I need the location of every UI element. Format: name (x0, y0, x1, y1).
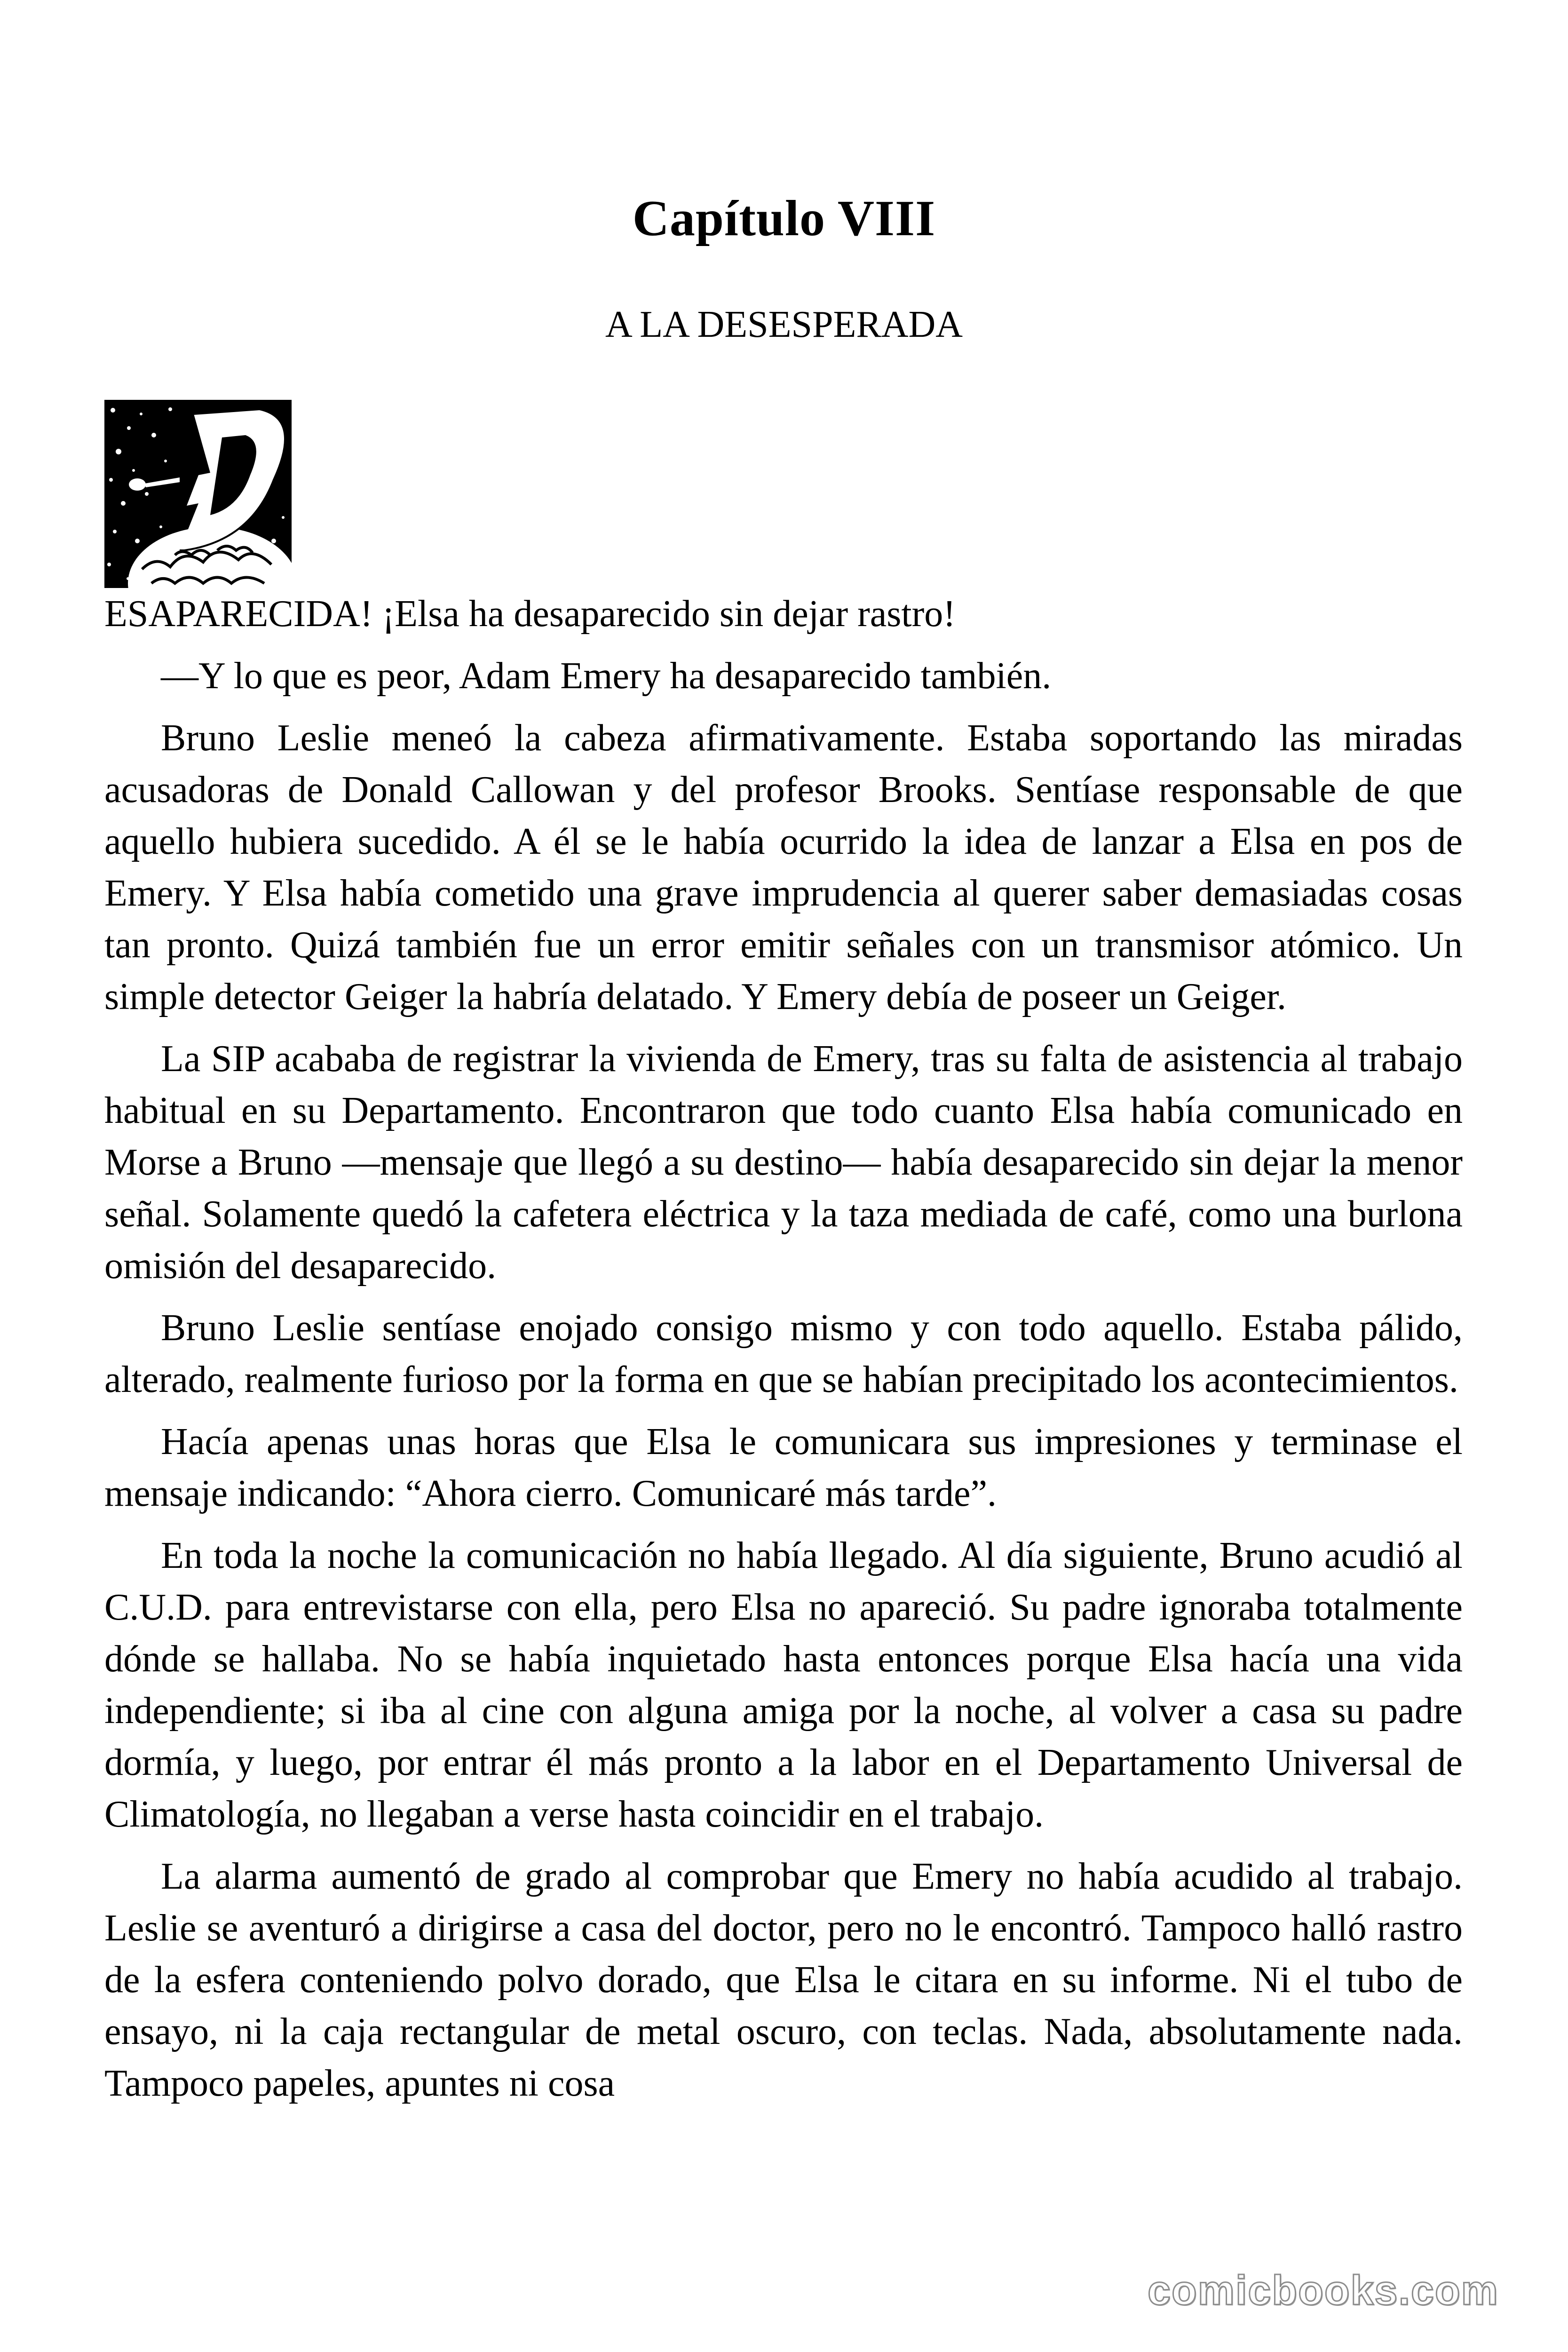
paragraph: Bruno Leslie meneó la cabeza afirmativamente. Estaba soportando las miradas acusadoras de Donald Callowan y del profesor Brooks. Sentíase responsable de que aquello hubiera sucedido. A él se le había ocurrido la idea de lanzar a Elsa en pos de Emery. Y Elsa había cometido una grave imprudencia al querer saber demasiadas cosas tan pronto. Quizá también fue un error emitir señales con un transmisor atómico. Un simple detector Geiger la habría delatado. Y Emery debía de poseer un Geiger. (104, 717, 1463, 1017)
paragraph: Hacía apenas unas horas que Elsa le comunicara sus impresiones y terminase el mensaje indicando: “Ahora cierro. Comunicaré más tarde”. (104, 1421, 1463, 1514)
paragraph: Bruno Leslie sentíase enojado consigo mismo y con todo aquello. Estaba pálido, alterado, realmente furioso por la forma en que se habían precipitado los acontecimientos. (104, 1307, 1463, 1400)
watermark-text: comicbooks.com (1148, 2267, 1499, 2313)
chapter-subtitle-text: A LA DESESPERADA (605, 304, 963, 345)
body-text (104, 588, 1463, 2120)
chapter-subtitle (0, 302, 1568, 347)
dropcap-illustration (104, 400, 292, 588)
paragraph: —Y lo que es peor, Adam Emery ha desaparecido también. (161, 655, 1052, 697)
paragraph: La alarma aumentó de grado al comprobar que Emery no había acudido al trabajo. Leslie se aventuró a dirigirse a casa del doctor, pero no le encontró. Tampoco halló rastro de la esfera conteniendo polvo dorado, que Elsa le citara en su informe. Ni el tubo de ensayo, ni la caja rectangular de metal oscuro, con teclas. Nada, absolutamente nada. Tampoco papeles, apuntes ni cosa (104, 1856, 1463, 2104)
paragraph: En toda la noche la comunicación no había llegado. Al día siguiente, Bruno acudió al C.U.D. para entrevistarse con ella, pero Elsa no apareció. Su padre ignoraba totalmente dónde se hallaba. No se había inquietado hasta entonces porque Elsa hacía una vida independiente; si iba al cine con alguna amiga por la noche, al volver a casa su padre dormía, y luego, por entrar él más pronto a la labor en el Departamento Universal de Climatología, no llegaban a verse hasta coincidir en el trabajo. (104, 1535, 1463, 1835)
chapter-title-text: Capítulo VIII (632, 191, 936, 246)
chapter-title (0, 188, 1568, 249)
paragraph: ESAPARECIDA! ¡Elsa ha desaparecido sin dejar rastro! (104, 593, 956, 635)
dropcap-d-space-icon (104, 400, 292, 588)
paragraph: La SIP acababa de registrar la vivienda de Emery, tras su falta de asistencia al trabajo habitual en su Departamento. Encontraron que todo cuanto Elsa había comunicado en Morse a Bruno —mensaje que llegó a su destino— había desaparecido sin dejar la menor señal. Solamente quedó la cafetera eléctrica y la taza mediada de café, como una burlona omisión del desaparecido. (104, 1038, 1463, 1287)
